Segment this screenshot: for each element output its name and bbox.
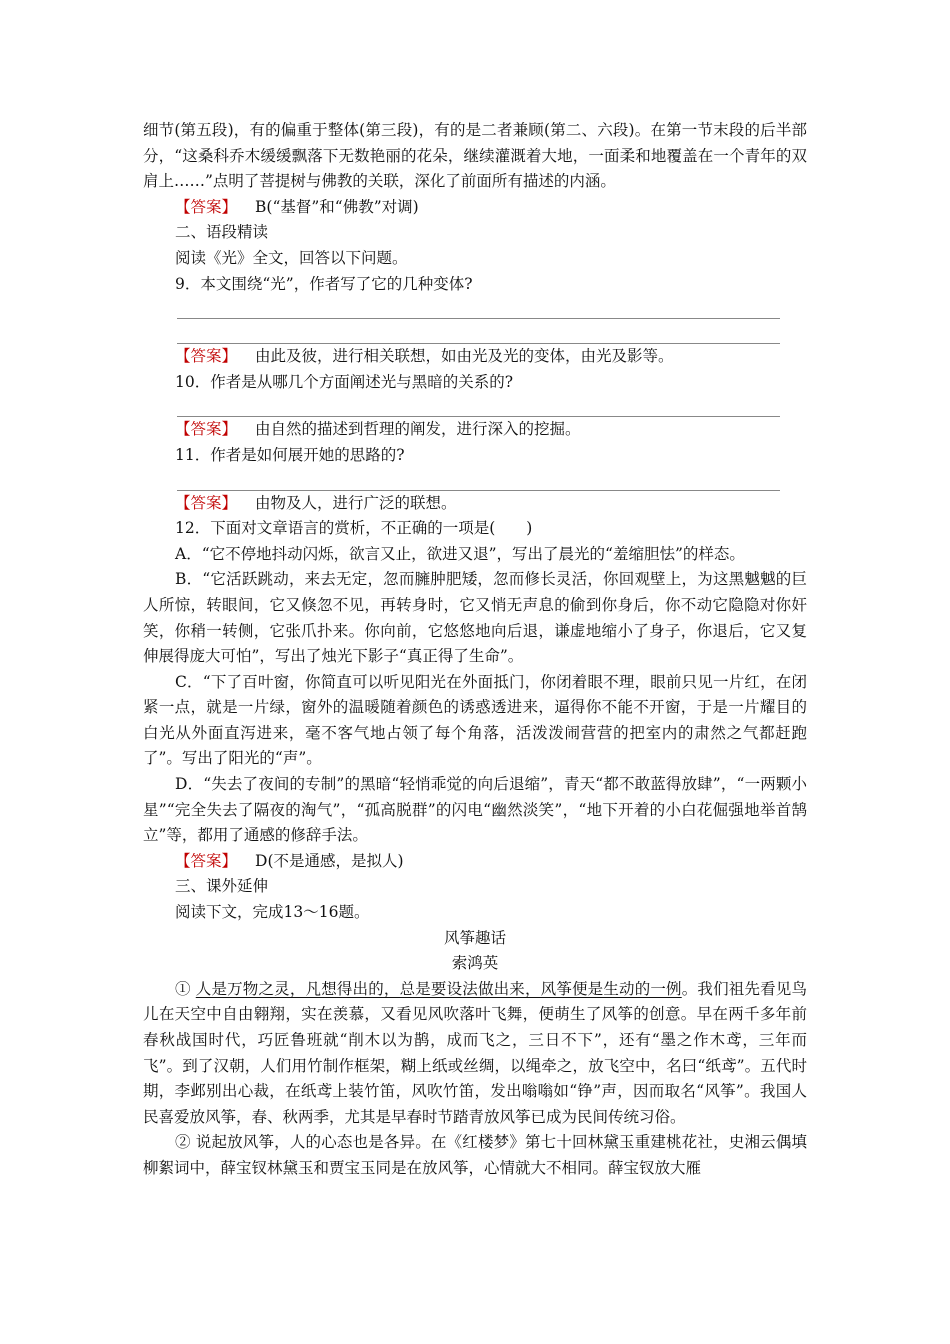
paragraph-text: 。我们祖先看见鸟儿在天空中自由翱翔，实在羡慕，又看见风吹落叶飞舞，便萌生了风筝的创意。早在两千多年前春秋战国时代，巧匠鲁班就“削木以为鹊，成而飞之，三日不下”，还有“墨之作木鸢，三年而飞”。到了汉朝，人们用竹制作框架，糊上纸或丝绸，以绳牵之，放飞空中，名曰“纸鸢”。五代时期，李邺别出心裁，在纸鸢上装竹笛，风吹竹笛，发出嗡嗡如“铮”声，因而取名“风筝”。我国人民喜爱放风筝，春、秋两季，尤其是早春时节踏青放风筝已成为民间传统习俗。 xyxy=(143,979,807,1126)
option-a: A．“它不停地抖动闪烁，欲言又止，欲进又退”，写出了晨光的“羞缩胆怯”的样态。 xyxy=(175,544,745,563)
section-instruction-2: 阅读《光》全文，回答以下问题。 xyxy=(175,248,408,267)
intro-paragraph: 细节(第五段)，有的偏重于整体(第三段)，有的是二者兼顾(第二、六段)。在第一节末段的后半部分，“这桑科乔木缓缓飘落下无数艳丽的花朵，继续灌溉着大地，一面柔和地覆盖在一个青年的双肩上……”点明了菩提树与佛教的关联，深化了前面所有描述的内涵。 xyxy=(143,121,807,191)
article-author: 索鸿英 xyxy=(451,954,499,973)
question-10: 10．作者是从哪几个方面阐述光与黑暗的关系的? xyxy=(175,372,514,391)
underlined-sentence: 人是万物之灵，凡想得出的，总是要设法做出来，风筝便是生动的一例 xyxy=(195,979,682,998)
answer-tag: 【答案】 xyxy=(175,851,238,870)
question-12: 12．下面对文章语言的赏析，不正确的一项是( ) xyxy=(175,519,533,538)
answer-line-12 xyxy=(143,849,807,875)
section-heading-2: 二、语段精读 xyxy=(175,223,269,242)
answer-text: 由物及人，进行广泛的联想。 xyxy=(255,493,457,512)
article-paragraph-1 xyxy=(143,977,807,1131)
answer-line-9 xyxy=(143,344,807,370)
answer-tag: 【答案】 xyxy=(175,420,238,439)
answer-text: 由自然的描述到哲理的阐发，进行深入的挖掘。 xyxy=(255,420,581,439)
answer-tag: 【答案】 xyxy=(175,347,238,366)
answer-tag: 【答案】 xyxy=(175,493,238,512)
option-d: D．“失去了夜间的专制”的黑暗“轻悄乖觉的向后退缩”，青天“都不敢蓝得放肆”，“一两颗小星”“完全失去了隔夜的淘气”，“孤高脱群”的闪电“幽然淡笑”，“地下开着的小白花倔强地举首鹄立”等，都用了通感的修辞手法。 xyxy=(143,775,807,845)
option-b: B．“它活跃跳动，来去无定，忽而臃肿肥矮，忽而修长灵活，你回观壁上，为这黑魆魆的巨人所惊，转眼间，它又倏忽不见，再转身时，它又悄无声息的偷到你身后，你不动它隐隐对你奸笑，你稍一转侧，它张爪扑来。你向前，它悠悠地向后退，谦虚地缩小了身子，你退后，它又复伸展得庞大可怕”，写出了烛光下影子“真正得了生命”。 xyxy=(143,570,807,666)
answer-line-11 xyxy=(143,491,807,517)
section-instruction-3: 阅读下文，完成13～16题。 xyxy=(175,903,370,922)
answer-tag: 【答案】 xyxy=(175,197,238,216)
document-page xyxy=(143,118,807,1182)
option-c: C．“下了百叶窗，你简直可以听见阳光在外面抵门，你闭着眼不理，眼前只见一片红，在闭紧一点，就是一片绿，窗外的温暖随着颜色的诱惑透进来，逼得你不能不开窗，于是一片耀目的白光从外面直泻进来，毫不客气地占领了每个角落，活泼泼闹营营的把室内的肃然之气都赶跑了”。写出了阳光的“声”。 xyxy=(143,672,807,768)
answer-text: B(“基督”和“佛教”对调) xyxy=(255,197,419,216)
question-11: 11．作者是如何展开她的思路的? xyxy=(175,445,405,464)
answer-line-10 xyxy=(143,417,807,443)
paragraph-number: ① xyxy=(175,979,196,998)
answer-text: D(不是通感，是拟人) xyxy=(255,851,404,870)
article-paragraph-2: ② 说起放风筝，人的心态也是各异。在《红楼梦》第七十回林黛玉重建桃花社，史湘云偶填柳絮词中，薛宝钗林黛玉和贾宝玉同是在放风筝，心情就大不相同。薛宝钗放大雁 xyxy=(143,1133,807,1177)
question-9: 9．本文围绕“光”，作者写了它的几种变体? xyxy=(175,274,473,293)
answer-line-8 xyxy=(143,195,807,221)
answer-text: 由此及彼，进行相关联想，如由光及光的变体，由光及影等。 xyxy=(255,347,674,366)
article-title: 风筝趣话 xyxy=(443,928,506,947)
section-heading-3: 三、课外延伸 xyxy=(175,877,269,896)
